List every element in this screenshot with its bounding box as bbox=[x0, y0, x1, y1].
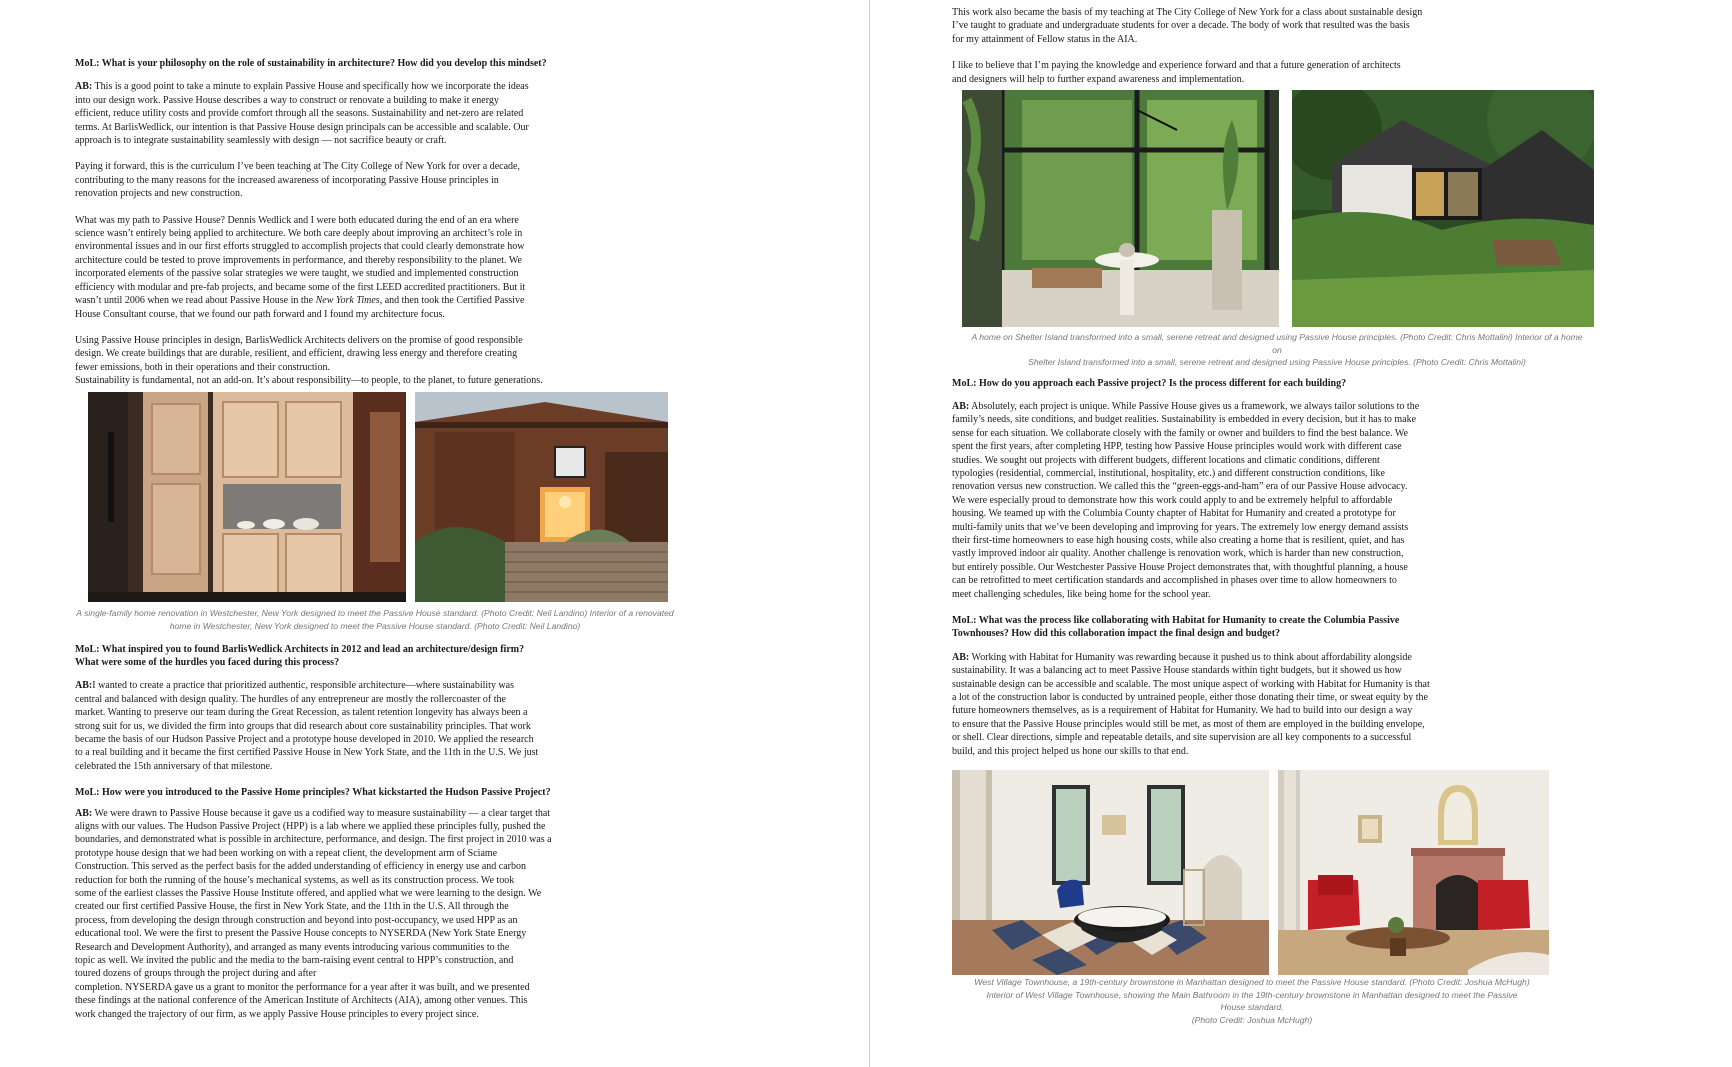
question-introduced: MoL: How were you introduced to the Passive Home principles? What kickstarted the Hudson Passive Project? bbox=[75, 787, 551, 799]
paragraph-principles: Using Passive House principles in design, BarlisWedlick Architects delivers on the promise of good responsible design. We create buildings that are durable, resilient, and efficient, drawing less energy and therefore creating fewer emissions, both in their operations and their construction. bbox=[75, 334, 523, 373]
nyt-italic: New York Times bbox=[315, 295, 380, 307]
answer-habitat: AB: Working with Habitat for Humanity was rewarding because it pushed us to think about affordability alongside sustainability. It was a balancing act to meet Passive House standards within tight budgets, but it showed us how sustainable design can be accessible and scalable. The most unique aspect of working with Habitat for Humanity is that a lot of the construction labor is conducted by untrained people, either those donating their time, or sweat equity by the future homeowners themselves, as is a requirement of Habitat for Humanity. We had to build into our design a way to ensure that the Passive House principles would still be met, as most of them are employed in the building envelope, or shell. Clear directions, simple and repeatable details, and site supervision are all key components to a successful build, and this project helped us hone our skills to that end. bbox=[952, 651, 1430, 757]
photo-interior-cabinets bbox=[88, 392, 406, 602]
answer-approach: AB: Absolutely, each project is unique. While Passive House gives us a framework, we always tailor solutions to the family’s needs, site conditions, and budget realities. Sustainability is embedded in every decision, but it has to make sense for each situation. We collaborate closely with the family or owner and builders to find the best balance. We spent the first years, after completing HPP, testing how Passive House principles would work with different case studies. We sought out projects with different budgets, different locations and climatic conditions, different typologies (residential, commercial, institutional, hospitality, etc.) and different construction conditions, like renovation versus new construction. We called this the “green-eggs-and-ham” era of our Passive House advocacy. We were especially proud to demonstrate how this work could apply to and be extremely helpful to affordable housing. We teamed up with the Columbia County chapter of Habitat for Humanity and created a prototype for multi-family units that we’ve been developing and improving for years. The extremely low energy demand assists their first-time homeowners to ease high housing costs, while also creating a home that is resilient, quiet, and has vastly improved indoor air quality. Another challenge is renovation work, which is harder than new construction, but entirely possible. Our Westchester Passive House Project demonstrates that, with thoughtful planning, a house can be retrofitted to meet certification standards and accomplished in phases over time to allow homeowners to meet challenging schedules, like being home for the school year. bbox=[952, 400, 1420, 600]
page-divider bbox=[869, 0, 870, 1067]
answer-label: AB: bbox=[952, 651, 970, 663]
right-page bbox=[952, 6, 1602, 1026]
paragraph-fundamental: Sustainability is fundamental, not an add-on. It’s about responsibility—to people, to the planet, to future generations. bbox=[75, 375, 543, 387]
answer-label: AB: bbox=[75, 680, 93, 692]
photo-living-room-west-village bbox=[1278, 770, 1549, 975]
question-philosophy: MoL: What is your philosophy on the role of sustainability in architecture? How did you develop this mindset? bbox=[75, 58, 547, 69]
question-approach: MoL: How do you approach each Passive project? Is the process different for each building? bbox=[952, 377, 1347, 389]
photo-row-westchester bbox=[88, 392, 675, 602]
left-page bbox=[75, 57, 675, 1034]
question-inspired: MoL: What inspired you to found BarlisWedlick Architects in 2012 and lead an architecture/design firm? What were some of the hurdles you faced during this process? bbox=[75, 643, 525, 668]
photo-row-shelter-island bbox=[962, 90, 1602, 327]
photo-exterior-westchester bbox=[415, 392, 668, 602]
answer-label: AB: bbox=[75, 807, 93, 819]
answer-label: AB: bbox=[75, 81, 93, 93]
question-habitat: MoL: What was the process like collaborating with Habitat for Humanity to create the Columbia Passive Townhouses? How did this collaboration impact the final design and budget? bbox=[952, 615, 1400, 640]
photo-exterior-shelter-island bbox=[1292, 90, 1594, 327]
caption-westchester: A single-family home renovation in Westchester, New York designed to meet the Passive House standard. (Photo Credit: Neil Landino) Interior of a renovated home in Westchester, New York designed to meet the Passive House standard. (Photo Credit: Neil Landino) bbox=[76, 607, 674, 631]
caption-west-village: West Village Townhouse, a 19th-century brownstone in Manhattan designed to meet the Passive House standard. (Photo Credit: Joshua McHugh) Interior of West Village Townhouse, showing the Main Bathroom in the 19th-century brownstone in Manhattan designed to meet the Passive House standard. (Photo Credit: Joshua McHugh) bbox=[974, 977, 1530, 1025]
photo-bathroom-west-village bbox=[952, 770, 1269, 975]
paragraph-knowledge: I like to believe that I’m paying the knowledge and experience forward and that a future generation of architects and designers will help to further expand awareness and implementation. bbox=[952, 60, 1401, 85]
answer-introduced: AB: We were drawn to Passive House because it gave us a codified way to measure sustainability — a clear target that aligns with our values. The Hudson Passive Project (HPP) is a lab where we applied these principles fully, pushed the boundaries, and demonstrated what is possible in architecture, performance, and design. The first project in 2010 was a prototype house design that we had been working on with a repeat client, the development arm of Sciame Construction. This served as the perfect basis for the added understanding of efficiency in energy use and carbon reduction for both the running of the house’s mechanical systems, as well as its construction process. We took some of the earliest classes the Passive House Institute offered, and applied what we were learning to the design. We created our first certified Passive House, the first in New York State, and the 11th in the U.S. All through the process, from developing the design through construction and beyond into post-occupancy, we used HPP as an educational tool. We were the first to present the Passive House concepts to NYSERDA (New York State Energy Research and Development Authority), and arranged as many events introducing various communities to the topic as well. We invited the public and the media to the barn-raising event central to HPP’s construction, and toured dozens of groups through the project during and after completion. NYSERDA gave us a grant to monitor the performance for a year after it was built, and we presented these findings at the national conference of the American Institute of Architects (AIA), among other venues. This work changed the trajectory of our firm, as we apply Passive House principles to every project since. bbox=[75, 807, 552, 1020]
paragraph-paying-forward: Paying it forward, this is the curriculum I’ve been teaching at The City College of New York for over a decade, contributing to the many reasons for the increased awareness of incorporating Passive House principles in renovation projects and new construction. bbox=[75, 161, 520, 200]
paragraph-path: What was my path to Passive House? Dennis Wedlick and I were both educated during the end of an era where science wasn’t entirely being applied to architecture. We both care deeply about improving an architect’s role in environmental issues and in our first efforts struggled to accomplish projects that could clearly demonstrate how architecture could be tested to prove improvements in performance, and thereby responsibility to the planet. We incorporated elements of the passive solar strategies we were taught, we studied and implemented construction efficiency with modular and pre-fab projects, and became some of the first LEED accredited practitioners. But it wasn’t until 2006 when we read about Passive House in the New York Times, and then took the Certified Passive House Consultant course, that we found our path forward and I found my architecture focus. bbox=[75, 214, 526, 320]
answer-philosophy: AB: This is a good point to take a minute to explain Passive House and specifically how we incorporate the ideas into our design work. Passive House describes a way to construct or renovate a building to make it energy efficient, reduce utility costs and provide comfort through all the seasons. Sustainability and net-zero are related terms. At BarlisWedlick, our intention is that Passive House design principals can be accessible and scalable. Our approach is to integrate sustainability seamlessly with design — not sacrifice beauty or craft. bbox=[75, 81, 529, 147]
photo-interior-shelter-island bbox=[962, 90, 1279, 327]
photo-row-west-village bbox=[952, 770, 1602, 975]
caption-shelter-island: A home on Shelter Island transformed into a small, serene retreat and designed using Passive House principles. (Photo Credit: Chris Mottalini) Interior of a home on Shelter Island transformed into a small, serene retreat and designed using Passive House principles. (Photo Credit: Chris Mottalini) bbox=[971, 332, 1583, 368]
answer-inspired: AB:I wanted to create a practice that prioritized authentic, responsible architecture—where sustainability was central and balanced with design quality. The hurdles of any entrepreneur are mostly the rollercoaster of the market. Wanting to preserve our team during the Great Recession, as talent retention longevity has always been a strong suit for us, we divided the firm into groups that did research about core sustainability principles. That work became the basis of our Hudson Passive Project and a prototype house developed in 2010. We applied the research to a real building and it became the first certified Passive House in New York State, and the 11th in the U.S. We just celebrated the 15th anniversary of that milestone. bbox=[75, 680, 539, 772]
paragraph-teaching: This work also became the basis of my teaching at The City College of New York for a class about sustainable design I’ve taught to graduate and undergraduate students for over a decade. The body of work that resulted was the basis for my attainment of Fellow status in the AIA. bbox=[952, 7, 1423, 45]
answer-label: AB: bbox=[952, 400, 970, 412]
